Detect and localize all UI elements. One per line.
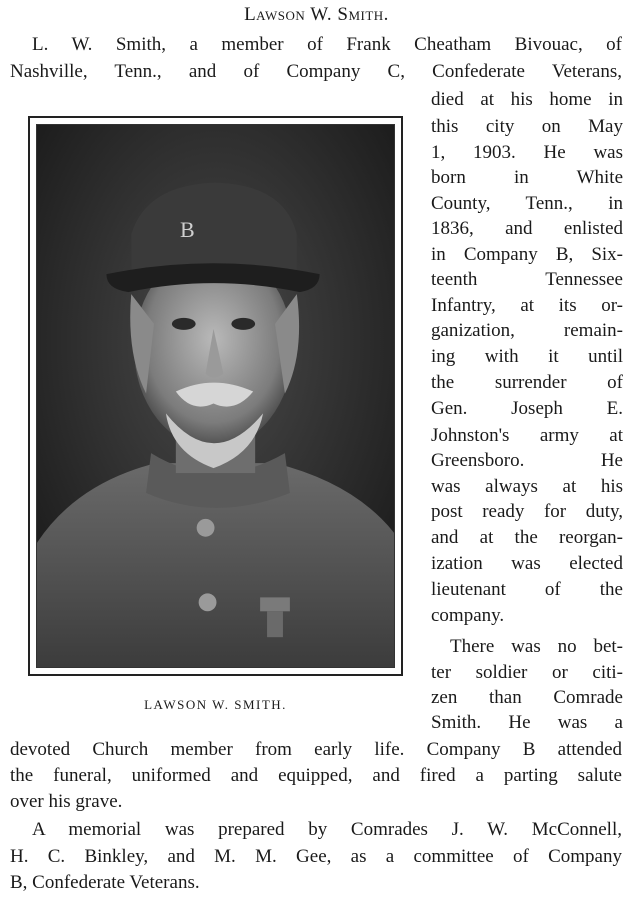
column-line: this city on May — [431, 116, 623, 137]
column-line: ter soldier or citi- — [431, 662, 623, 683]
column-line: Infantry, at its or- — [431, 295, 623, 316]
body-line: over his grave. — [10, 791, 123, 812]
column-line: lieutenant of the — [431, 579, 623, 600]
column-line: County, Tenn., in — [431, 193, 623, 214]
portrait-image — [37, 125, 394, 667]
column-line: post ready for duty, — [431, 501, 623, 522]
photo-caption: LAWSON W. SMITH. — [144, 697, 287, 712]
column-line: zen than Comrade — [431, 687, 623, 708]
column-line: Gen. Joseph E. — [431, 398, 623, 419]
column-line: died at his home in — [431, 89, 623, 110]
column-line: There was no bet- — [450, 636, 623, 657]
column-line: ing with it until — [431, 346, 623, 367]
article-title: Lawson W. Smith. — [244, 4, 389, 25]
body-line: L. W. Smith, a member of Frank Cheatham Bivouac, of — [32, 34, 622, 55]
column-line: teenth Tennessee — [431, 269, 623, 290]
body-line: the funeral, uniformed and equipped, and fired a parting salute — [10, 765, 622, 786]
column-line: Smith. He was a — [431, 712, 623, 733]
body-line: Nashville, Tenn., and of Company C, Confederate Veterans, — [10, 61, 622, 82]
column-line: in Company B, Six- — [431, 244, 623, 265]
body-line: devoted Church member from early life. Company B attended — [10, 739, 622, 760]
column-line: born in White — [431, 167, 623, 188]
column-line: and at the reorgan- — [431, 527, 623, 548]
body-line: B, Confederate Veterans. — [10, 872, 200, 893]
column-line: the surrender of — [431, 372, 623, 393]
column-line: 1836, and enlisted — [431, 218, 623, 239]
body-line: H. C. Binkley, and M. M. Gee, as a committee of Company — [10, 846, 622, 867]
column-line: was always at his — [431, 476, 623, 497]
column-line: 1, 1903. He was — [431, 142, 623, 163]
body-line: A memorial was prepared by Comrades J. W. McConnell, — [32, 819, 622, 840]
column-line: company. — [431, 605, 505, 626]
column-line: Greensboro. He — [431, 450, 623, 471]
column-line: ization was elected — [431, 553, 623, 574]
column-line: Johnston's army at — [431, 425, 623, 446]
portrait-photo — [28, 116, 403, 676]
column-line: ganization, remain- — [431, 320, 623, 341]
cap-badge: B — [180, 217, 195, 242]
